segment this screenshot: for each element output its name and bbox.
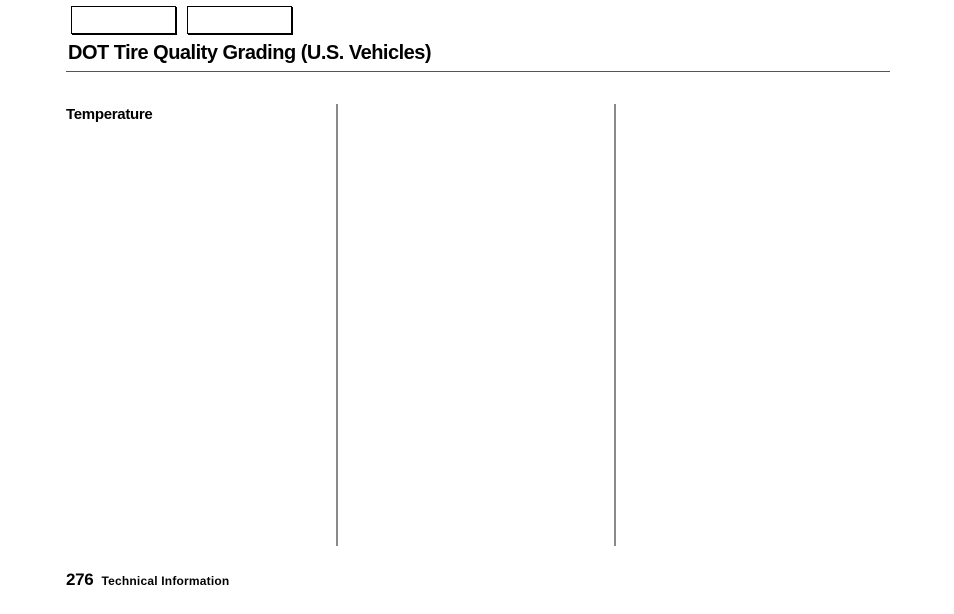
footer-section-name: Technical Information	[101, 574, 230, 588]
title-divider	[66, 71, 890, 72]
section-heading: Temperature	[66, 106, 153, 123]
column-divider	[336, 104, 338, 546]
previous-page-button[interactable]	[71, 6, 176, 34]
next-page-button[interactable]	[187, 6, 292, 34]
page-number: 276	[66, 570, 94, 589]
page-footer	[66, 570, 229, 590]
column-divider	[614, 104, 616, 546]
page-title: DOT Tire Quality Grading (U.S. Vehicles)	[68, 42, 432, 64]
